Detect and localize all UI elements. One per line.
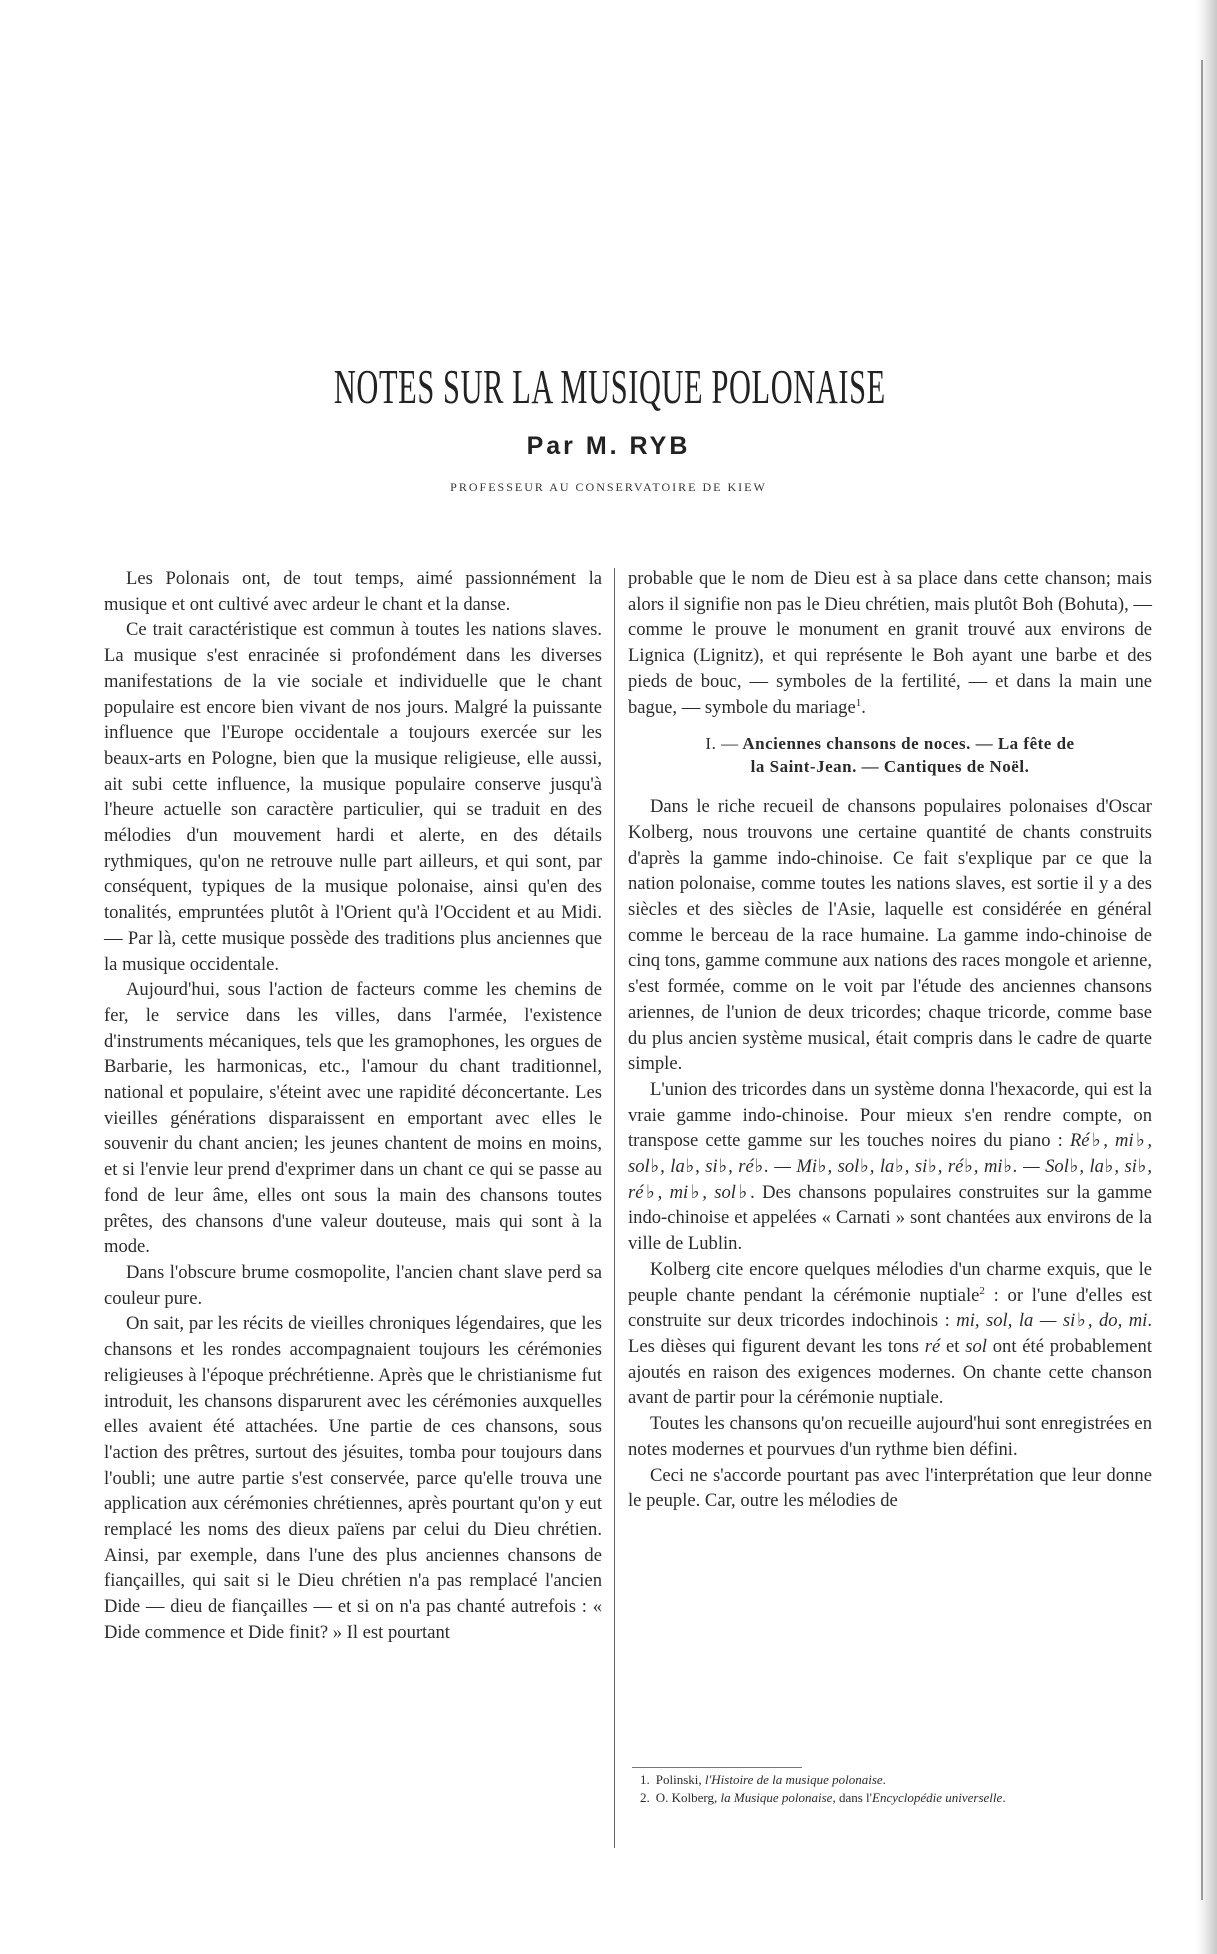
footnote-text: .: [882, 1772, 886, 1787]
footnote: [628, 1771, 1152, 1789]
paragraph: Dans le riche recueil de chansons populaires polonaises d'Oscar Kolberg, nous trouvons une certaine quantité de chants construits d'après la gamme indo-chinoise. Ce fait s'explique par ce que la nation polonaise, comme toutes les nations slaves, est sortie il y a des siècles et des siècles de l'Asie, laquelle est considérée en général comme le berceau de la race humaine. La gamme indo-chinoise de cinq tons, gamme commune aux nations des races mongole et arienne, s'est formée, comme on le voit par l'étude des anciennes chansons ariennes, de l'union de deux tricordes; chaque tricorde, comme base du plus ancien système musical, était compris dans le cadre de quarte simple.: [628, 796, 1152, 1075]
footnote-number: 1.: [640, 1772, 650, 1787]
paragraph-text: L'union des tricordes dans un système donna l'hexacorde, qui est la vraie gamme indo-chinoise. Pour mieux s'en rendre compte, on transpose cette gamme sur les touches noires du piano :: [628, 1078, 1152, 1152]
section-title-line: Anciennes chansons de noces. — La fête de: [742, 734, 1075, 754]
right-column: [628, 566, 1152, 1514]
left-column: [104, 566, 602, 1646]
note-names: Ré♭, mi♭, sol♭, la♭, si♭, ré♭. — Mi♭, sol♭, la♭, si♭, ré♭, mi♭. — Sol♭, la♭, si♭, ré♭, mi♭, sol♭: [628, 1130, 1152, 1203]
section-title-line: la Saint-Jean. — Cantiques de Noël.: [750, 757, 1030, 777]
paragraph-text: probable que le nom de Dieu est à sa place dans cette chanson; mais alors il signifie non pas le Dieu chrétien, mais plutôt Boh (Bohuta), — comme le prouve le monument en granit trouvé aux environs de Lignica (Lignitz), et qui représente le Boh ayant une barbe et des pieds de bouc, — symboles de la fertilité, — et dans la main une bague, — symbole du mariage: [628, 568, 1152, 718]
paragraph: Ceci ne s'accorde pourtant pas avec l'interprétation que leur donne le peuple. Car, outre les mélodies de: [628, 1464, 1152, 1512]
note-name: sol: [965, 1335, 987, 1357]
section-heading: [628, 732, 1152, 778]
footnote-text: dans l': [835, 1790, 872, 1805]
article-title: NOTES SUR LA MUSIQUE POLONAISE: [333, 359, 886, 414]
footnote-work: la Musique polonaise,: [720, 1790, 836, 1805]
footnote-ref: 2: [979, 1284, 985, 1297]
paragraph: [628, 1077, 1152, 1257]
footnote-text: .: [1002, 1790, 1006, 1805]
author-affiliation: PROFESSEUR AU CONSERVATOIRE DE KIEW: [450, 480, 767, 494]
paragraph: Ce trait caractéristique est commun à toutes les nations slaves. La musique s'est enracinée si profondément dans les diverses manifestations de la vie sociale et individuelle que le chant populaire est encore bien vivant de nos jours. Malgré la puissante influence que l'Europe occidentale a toujours exercée sur les beaux-arts en Pologne, bien que la musique religieuse, elle aussi, ait subi cette influence, la musique populaire conserve jusqu'à l'heure actuelle son caractère particulier, qui se traduit en des mélodies d'un mouvement hardi et alerte, en des détails rythmiques, qu'on ne retrouve nulle part ailleurs, et qui sont, par conséquent, typiques de la musique polonaise, ainsi qu'en des tonalités, empruntées plutôt à l'Orient qu'à l'Occident et au Midi. — Par là, cette musique possède des traditions plus anciennes que la musique occidentale.: [104, 619, 602, 975]
note-name: ré: [924, 1335, 941, 1357]
footnote-number: 2.: [640, 1790, 650, 1805]
paragraph: [628, 566, 1152, 720]
paragraph-text: : or l'une d'elles est construite sur deux tricordes indochinois :: [628, 1284, 1152, 1332]
paragraph: Les Polonais ont, de tout temps, aimé passionnément la musique et ont cultivé avec ardeur le chant et la danse.: [104, 568, 602, 615]
paragraph: Dans l'obscure brume cosmopolite, l'ancien chant slave perd sa couleur pure.: [104, 1261, 602, 1309]
paragraph: On sait, par les récits de vieilles chroniques légendaires, que les chansons et les rondes accompagnaient toujours les cérémonies religieuses à l'époque préchrétienne. Après que le christianisme fut introduit, les chansons disparurent avec les cérémonies auxquelles elles avaient été attachées. Une partie de ces chansons, sous l'action des prêtres, surtout des jésuites, tomba pour toujours dans l'oubli; une autre partie s'est conservée, parce qu'elle trouva une application aux cérémonies chrétiennes, après pourtant qu'on y eut remplacé les noms des dieux païens par celui du Dieu chrétien. Ainsi, par exemple, dans l'une des plus anciennes chansons de fiançailles, qui sait si le Dieu chrétien n'a pas remplacé l'ancien Dide — dieu de fiançailles — et si on n'a pas chanté autrefois : « Dide commence et Dide finit? » Il est pourtant: [104, 1313, 602, 1643]
paragraph: Toutes les chansons qu'on recueille aujourd'hui sont enregistrées en notes modernes et pourvues d'un rythme bien défini.: [628, 1413, 1152, 1460]
paragraph-text: ont été probablement ajoutés en raison des exigences modernes. On chante cette chanson avant de partir pour la cérémonie nuptiale.: [628, 1335, 1152, 1409]
footnote-author: O. Kolberg,: [655, 1790, 718, 1805]
paragraph: Aujourd'hui, sous l'action de facteurs comme les chemins de fer, le service dans les villes, dans l'armée, l'existence d'instruments mécaniques, tels que les gramophones, les orgues de Barbarie, les harmonicas, etc., l'amour du chant traditionnel, national et populaire, s'éteint avec une rapidité déconcertante. Les vieilles générations disparaissent en emportant avec elles le souvenir du chant ancien; les jeunes chantent de moins en moins, et si l'envie leur prend d'exprimer dans un chant ce qui se passe au fond de leur âme, elles ont sous la main des chansons toutes prêtes, des chansons d'une valeur douteuse, mais qui sont à la mode.: [104, 979, 602, 1258]
section-number: I. —: [705, 734, 739, 754]
footnote-work: Encyclopédie universelle: [872, 1790, 1003, 1805]
footnote-work: l'Histoire de la musique polonaise: [704, 1772, 883, 1787]
paragraph-text: et: [940, 1335, 966, 1357]
page-edge: [1195, 0, 1217, 1954]
footnote-ref: 1: [855, 696, 862, 709]
footnote: [628, 1789, 1152, 1807]
paragraph-text: . Les dièses qui figurent devant les tons: [628, 1310, 1152, 1357]
paragraph-text: .: [861, 696, 866, 718]
footnote-rule: [632, 1767, 802, 1768]
footnote-author: Polinski,: [655, 1772, 702, 1787]
note-names: mi, sol, la — si♭, do, mi: [956, 1310, 1148, 1332]
column-divider: [614, 568, 615, 1848]
page-edge-line: [1201, 60, 1203, 1900]
paragraph: [628, 1257, 1152, 1411]
paragraph-text: Kolberg cite encore quelques mélodies d'un charme exquis, que le peuple chante pendant la cérémonie nuptiale: [628, 1258, 1152, 1306]
article-author: Par M. RYB: [526, 432, 691, 460]
footnotes: [628, 1767, 1152, 1807]
paragraph-text: . Des chansons populaires construites sur la gamme indo-chinoise et appelées « Carnati » sont chantées aux environs de la ville de Lublin.: [628, 1181, 1153, 1255]
